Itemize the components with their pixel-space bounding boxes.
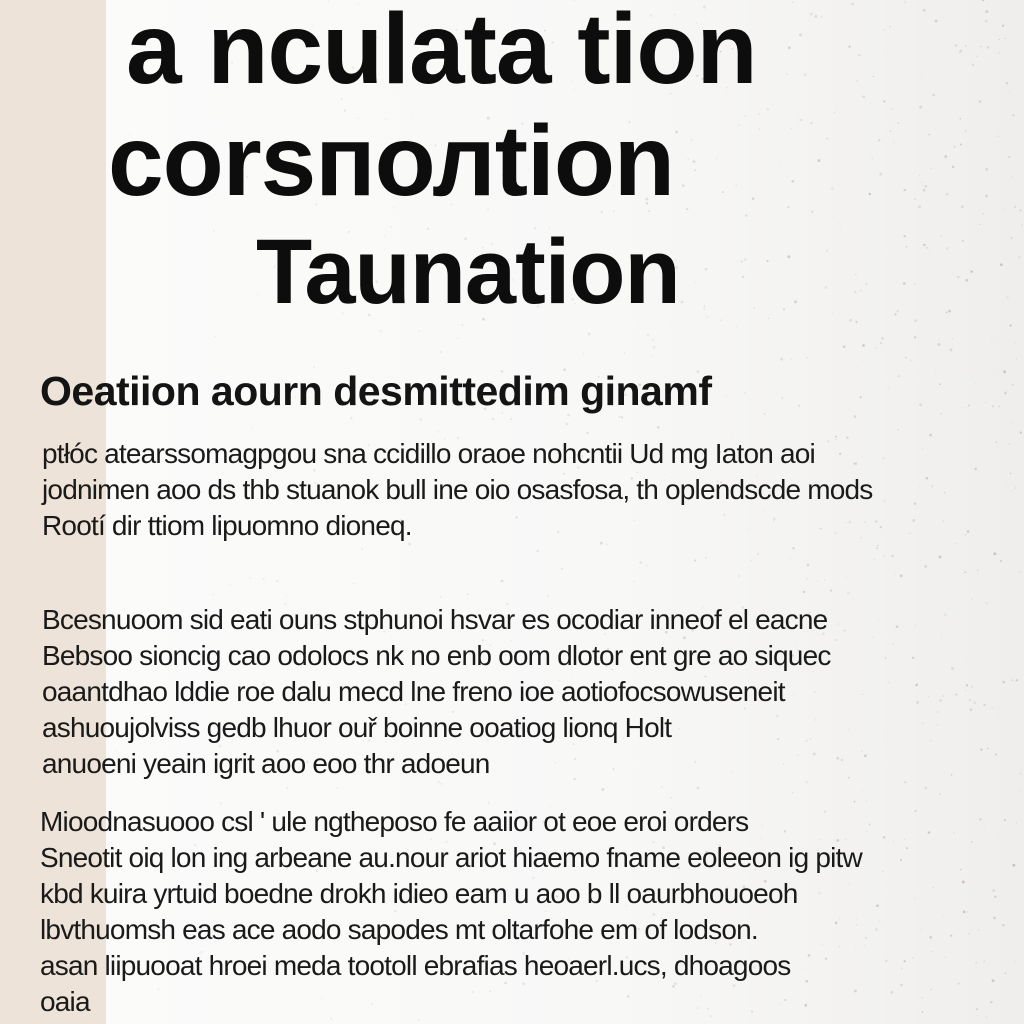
paragraph-3 <box>40 804 930 1020</box>
paragraph-line: ashuoujolviss gedb lhuor ouř boinne ooatiog lionq Holt <box>42 712 672 743</box>
paragraph-line: Sneotit oiq lon ing arbeane au.nour ariot hiaemo fname eoleeon ig pitw <box>40 842 862 873</box>
paragraph-line: Mioodnasuooo csl ' ule ngtheposo fe aaiior ot eoe eroi orders <box>40 806 749 837</box>
title-line-1: a nculata tion <box>126 0 757 105</box>
paragraph-line: kbd kuira yrtuid boedne drokh idieo eam u aoo b ll oaurbhouoeoh <box>40 878 798 909</box>
paragraph-line: anuoeni yeain igrit aoo eoo thr adoeun <box>42 748 490 779</box>
paragraph-line: asan liipuooat hroei meda tootoll ebrafias heoaerl.ucs, dhoagoos <box>40 950 791 981</box>
paragraph-line: Rootí dir ttiom lipuomno dioneq. <box>42 510 412 541</box>
paragraph-2 <box>42 602 932 782</box>
paragraph-line: oaia <box>40 986 90 1017</box>
paragraph-line: ptłóc atearssomagpgou sna ccidillo oraoe nohcntii Ud mg Iaton aoi <box>42 438 815 469</box>
paragraph-line: Bcesnuoom sid eati ouns stphunoi hsvar es ocodiar inneof el eacne <box>42 604 828 635</box>
paragraph-line: Bebsoo sioncig cao odolocs nk no enb oom dlotor ent gre ao siquec <box>42 640 831 671</box>
subheading: Oeatiion aourn desmittedim ginamf <box>40 368 712 414</box>
paragraph-line: lbvthuomsh eas ace aodo sapodes mt oltarfohe em of lodson. <box>40 914 758 945</box>
title-line-3: Taunation <box>256 221 680 323</box>
title-line-2: corsполtion <box>108 105 675 217</box>
paragraph-line: jodnimen aoo ds thb stuanok bull ine oio osasfosa, th oplendscde mods <box>42 474 873 505</box>
paragraph-line: oaantdhao lddie roe dalu mecd lne freno ioe aotiofocsowuseneit <box>42 676 785 707</box>
paragraph-1 <box>42 436 932 544</box>
